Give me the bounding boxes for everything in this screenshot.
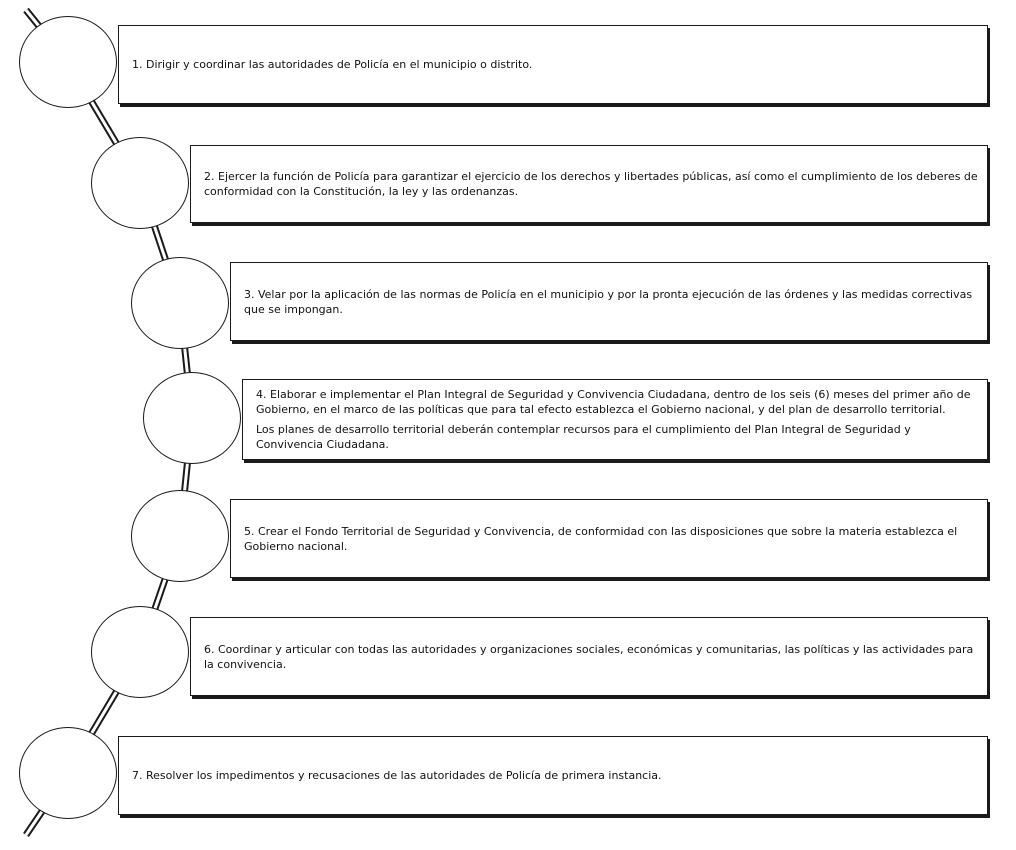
step-6-circle (91, 606, 189, 698)
step-7-box (118, 736, 988, 815)
step-3-text: 3. Velar por la aplicación de las normas de Policía en el municipio y por la pronta ejecución de las órdenes y las medidas correctivas que se impongan. (244, 287, 973, 316)
step-3-circle (131, 257, 229, 349)
step-4-text: 4. Elaborar e implementar el Plan Integral de Seguridad y Convivencia Ciudadana, dentro de los seis (6) meses del primer año de Gobierno, en el marco de las políticas que para tal efecto establezca el Gobierno nacional, y del plan de desarrollo territorial. (256, 388, 971, 416)
step-2-box (190, 145, 988, 223)
step-7-circle (19, 727, 117, 819)
step-4-text: Los planes de desarrollo territorial deberán contemplar recursos para el cumplimiento del Plan Integral de Seguridad y Convivencia Ciudadana. (256, 423, 911, 451)
step-5-text: 5. Crear el Fondo Territorial de Seguridad y Convivencia, de conformidad con las disposiciones que sobre la materia establezca el Gobierno nacional. (244, 524, 958, 553)
step-1-box (118, 25, 988, 104)
step-5-circle (131, 490, 229, 582)
step-3-box (230, 262, 988, 341)
step-5-box (230, 499, 988, 578)
step-1-text: 1. Dirigir y coordinar las autoridades de Policía en el municipio o distrito. (132, 58, 533, 71)
step-1-circle (19, 16, 117, 108)
step-6-box (190, 617, 988, 696)
step-2-text: 2. Ejercer la función de Policía para garantizar el ejercicio de los derechos y libertades públicas, así como el cumplimiento de los deberes de conformidad con la Constitución, la ley y las ordenanzas. (204, 170, 978, 198)
step-4-circle (143, 372, 241, 464)
step-7-text: 7. Resolver los impedimentos y recusaciones de las autoridades de Policía de primera instancia. (132, 769, 662, 782)
step-4-box (242, 379, 988, 460)
step-2-circle (91, 137, 189, 229)
step-6-text: 6. Coordinar y articular con todas las autoridades y organizaciones sociales, económicas y comunitarias, las políticas y las actividades para la convivencia. (204, 642, 974, 671)
